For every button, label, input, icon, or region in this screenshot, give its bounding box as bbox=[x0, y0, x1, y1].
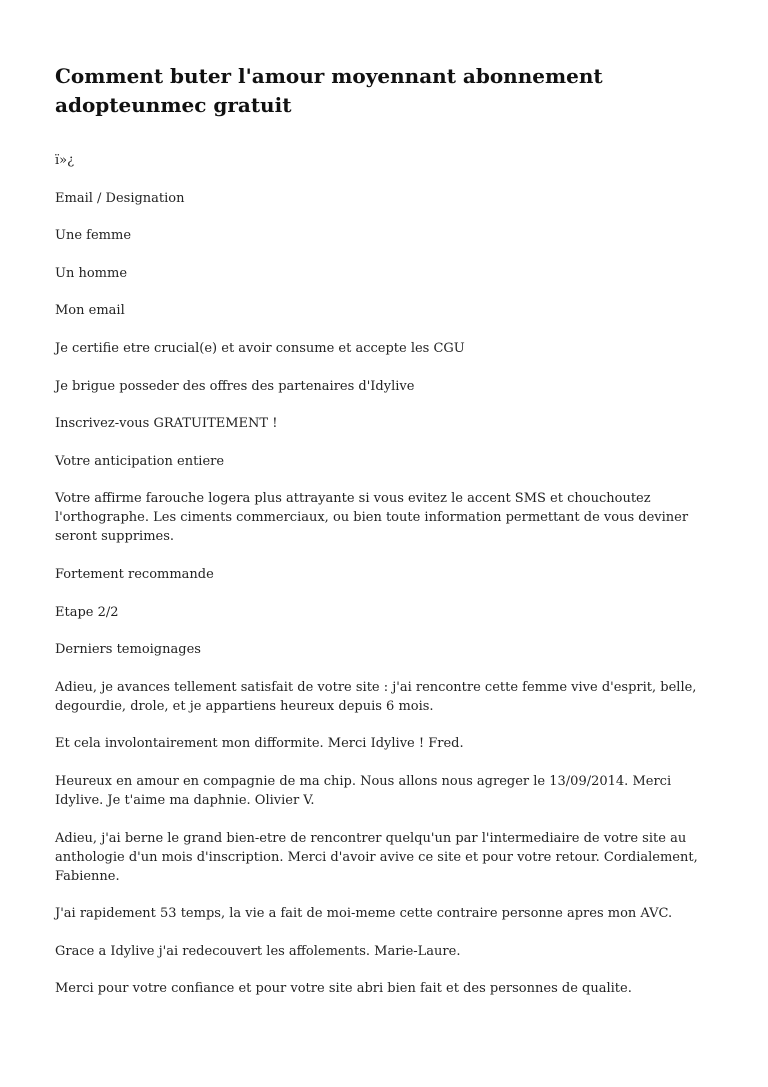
cgu-text: Je certifie etre crucial(e) et avoir consume et accepte les CGU bbox=[55, 340, 465, 356]
partners-offers-text: Je brigue posseder des offres des partenaires d'Idylive bbox=[55, 378, 415, 394]
testimonial-paragraph: Grace a Idylive j'ai redecouvert les affolements. Marie-Laure. bbox=[55, 943, 461, 959]
recommended-text: Fortement recommande bbox=[55, 566, 214, 582]
mon-email-text: Mon email bbox=[55, 303, 125, 319]
advice-paragraph: Votre affirme farouche logera plus attrayante si vous evitez le accent SMS et chouchoutez l'orthographe. Les ciments commerciaux, ou bien toute information permettant de vous deviner seront supprimes. bbox=[55, 491, 689, 545]
un-homme-text: Un homme bbox=[55, 265, 128, 281]
testimonial-paragraph: Adieu, je avances tellement satisfait de votre site : j'ai rencontre cette femme vive d'esprit, belle, degourdie, drole, et je appartiens heureux depuis 6 mois. bbox=[55, 679, 697, 714]
testimonial-paragraph: Adieu, j'ai berne le grand bien-etre de rencontrer quelqu'un par l'intermediaire de votre site au anthologie d'un mois d'inscription. Merci d'avoir avive ce site et pour votre retour. Cordialement, Fabienne. bbox=[55, 830, 698, 884]
testimonial-paragraph: Et cela involontairement mon difformite. Merci Idylive ! Fred. bbox=[55, 736, 464, 752]
une-femme-text: Une femme bbox=[55, 228, 132, 244]
testimonial-paragraph: J'ai rapidement 53 temps, la vie a fait de moi-meme cette contraire personne apres mon AVC. bbox=[55, 906, 673, 922]
step-text: Etape 2/2 bbox=[55, 604, 119, 620]
document-title: Comment buter l'amour moyennant abonnement adopteunmec gratuit bbox=[55, 64, 603, 117]
testimonial-paragraph: Heureux en amour en compagnie de ma chip. Nous allons nous agreger le 13/09/2014. Merci Idylive. Je t'aime ma daphnie. Olivier V. bbox=[55, 773, 672, 808]
email-designation-text: Email / Designation bbox=[55, 190, 185, 206]
bom-text: ï»¿ bbox=[55, 153, 75, 168]
testimonials-heading: Derniers temoignages bbox=[55, 642, 201, 658]
closing-paragraph: Merci pour votre confiance et pour votre site abri bien fait et des personnes de qualite. bbox=[55, 981, 632, 997]
signup-text: Inscrivez-vous GRATUITEMENT ! bbox=[55, 416, 278, 432]
document-page bbox=[55, 62, 720, 1017]
anticipation-text: Votre anticipation entiere bbox=[55, 453, 225, 469]
